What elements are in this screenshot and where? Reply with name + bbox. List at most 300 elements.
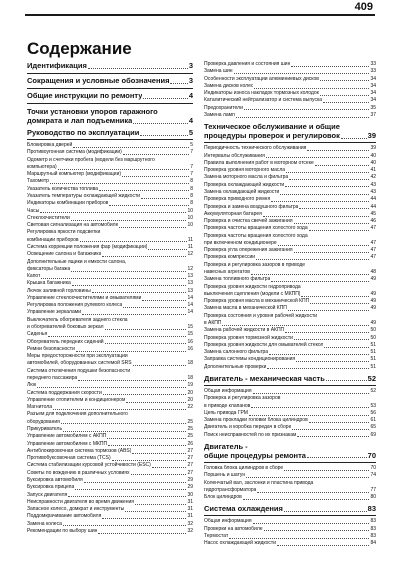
dot-leader — [229, 538, 369, 539]
toc-entry-title: Запасное колесо, домкрат и инструменты — [27, 506, 125, 513]
toc-entry — [204, 342, 376, 349]
toc-entry-page: 25 — [187, 418, 193, 425]
maintenance-section-line2: процедуры проверок и регулировок — [204, 131, 340, 141]
toc-entry-title: Замена топливного фильтра — [204, 276, 271, 283]
toc-entry-page: 32 — [187, 527, 193, 534]
toc-entry-page: 50 — [370, 334, 376, 341]
toc-entry-page: 12 — [187, 265, 193, 272]
dot-leader — [53, 409, 186, 410]
toc-entry — [27, 448, 193, 455]
toc-entry-page: 42 — [370, 174, 376, 181]
page-number: 409 — [354, 1, 373, 13]
toc-entry — [27, 521, 193, 528]
engine-section — [204, 374, 376, 383]
toc-entry-page: 20 — [187, 389, 193, 396]
toc-entry-title: Стеклоочистители — [27, 214, 70, 221]
toc-entry — [27, 455, 193, 462]
dot-leader — [73, 147, 189, 148]
toc-section-title: Идентификация — [27, 61, 87, 70]
toc-entry-title: Замена салонного фильтра — [204, 349, 269, 356]
toc-entry-page: 65 — [370, 424, 376, 431]
toc-entry-title: Проверка охлаждающей жидкости — [204, 181, 285, 188]
toc-entry-title: Маршрутный компьютер (модификации) — [27, 171, 122, 178]
toc-entry-page: 8 — [190, 185, 193, 192]
toc-entry-page: 11 — [187, 236, 193, 243]
toc-entry-title: Указатель температуры охлаждающей жидкости — [27, 192, 141, 199]
toc-entry-page: 13 — [187, 287, 193, 294]
dot-leader — [253, 393, 370, 394]
toc-section-title: Сокращения и условные обозначения — [27, 76, 170, 85]
dot-leader — [307, 150, 369, 151]
dot-leader — [102, 518, 186, 519]
dot-leader — [254, 88, 369, 89]
toc-section — [27, 76, 193, 85]
dot-leader — [285, 332, 369, 333]
dot-leader — [288, 310, 370, 311]
dot-leader — [105, 329, 187, 330]
toc-entry-page: 8 — [190, 192, 193, 199]
engine-items — [204, 388, 376, 439]
right-column — [204, 61, 376, 547]
toc-entry-page: 10 — [187, 214, 193, 221]
toc-entry-page: 37 — [370, 111, 376, 118]
dot-leader — [102, 256, 186, 257]
repair-section-line2: общие процедуры ремонта — [204, 450, 306, 460]
dot-leader — [109, 205, 189, 206]
toc-entry-title: Замена прокладки головки блока цилиндров — [204, 417, 308, 424]
toc-entry — [204, 189, 376, 196]
engine-section-page: 52 — [367, 373, 376, 383]
toc-section — [27, 61, 193, 70]
toc-entry-page: 13 — [187, 273, 193, 280]
toc-entry-page: 26 — [187, 440, 193, 447]
dot-leader — [112, 460, 187, 461]
toc-entry — [27, 208, 193, 215]
toc-entry-page: 7 — [190, 163, 193, 170]
section-divider — [27, 103, 193, 104]
toc-entry — [27, 513, 193, 520]
toc-entry-title: Управление стеклоочистителями и омывателями — [27, 294, 142, 301]
toc-section-page: 4 — [188, 91, 193, 100]
toc-entry-page: 49 — [370, 290, 376, 297]
toc-entry-page: 50 — [370, 327, 376, 334]
dot-leader — [320, 95, 370, 96]
toc-entry-title: Лючок заливной горловины — [27, 287, 91, 294]
toc-entry — [204, 211, 376, 218]
toc-entry-page: 31 — [187, 498, 193, 505]
toc-entry — [204, 356, 376, 363]
toc-entry — [27, 528, 193, 535]
toc-entry-title: Блок цилиндров — [204, 494, 242, 501]
toc-entry-title: Аккумуляторная батарея — [204, 210, 262, 217]
maintenance-section — [204, 122, 376, 140]
toc-entry-title: Правила выполнения работ в моторном отсеке — [204, 159, 314, 166]
toc-entry-title-line: Разъем для подключения дополнительного — [27, 411, 128, 418]
page-title: Содержание — [27, 39, 132, 58]
dot-leader — [133, 365, 187, 366]
toc-entry-title: Предохранители — [204, 104, 243, 111]
dot-leader — [236, 117, 370, 118]
dot-leader — [71, 271, 186, 272]
toc-entry-page: 25 — [187, 425, 193, 432]
toc-entry-page: 33 — [370, 61, 376, 67]
toc-entry-title: Ремни безопасности — [27, 345, 75, 352]
toc-entry — [27, 390, 193, 397]
toc-entry — [204, 97, 376, 104]
dot-leader — [251, 274, 370, 275]
toc-entry — [204, 167, 376, 174]
toc-entry-title-line: Проверка уровня жидкости гидропривода — [204, 283, 301, 290]
toc-entry-title: Замена ламп — [204, 111, 235, 118]
dot-leader — [284, 470, 369, 471]
toc-entry-title: Тахометр — [27, 178, 49, 185]
jack-section-page: 4 — [188, 116, 193, 125]
toc-entry-title: Световая сигнализация на автомобиле — [27, 222, 119, 229]
toc-entry — [27, 441, 193, 448]
toc-entry-title-line: Проверка и регулировка зазоров в приводе — [204, 261, 306, 268]
toc-entry-title: переднего пассажира — [27, 375, 78, 381]
toc-entry — [204, 218, 376, 225]
toc-entry — [204, 160, 376, 167]
toc-entry-page: 35 — [370, 104, 376, 111]
toc-section-row — [27, 76, 193, 85]
manual-divider — [27, 139, 193, 140]
dot-leader — [75, 489, 186, 490]
toc-entry-page: 22 — [187, 404, 193, 411]
toc-entry-page: 74 — [370, 472, 376, 479]
toc-entry — [27, 477, 193, 484]
toc-entry — [27, 280, 193, 287]
toc-entry — [204, 225, 376, 232]
toc-entry-title: Заправка системы кондиционирования — [204, 356, 296, 363]
dot-leader — [88, 68, 188, 69]
toc-entry — [27, 142, 193, 149]
toc-entry — [204, 153, 376, 160]
toc-entry-page: 51 — [370, 356, 376, 363]
toc-entry-title: Сиденья — [27, 331, 48, 338]
toc-entry-page: 31 — [187, 513, 193, 520]
dot-leader — [82, 314, 186, 315]
toc-entry-title: Система стабилизации курсовой устойчивости (ESC) — [27, 462, 151, 469]
toc-entry-page: 40 — [370, 152, 376, 159]
dot-leader — [84, 482, 187, 483]
dot-leader — [267, 368, 369, 369]
toc-entry — [204, 90, 376, 97]
toc-entry-title: выключения сцепления (модели с МКПП) — [204, 290, 301, 297]
dot-leader — [78, 380, 186, 381]
dot-leader — [320, 80, 369, 81]
page-header — [0, 0, 403, 22]
toc-entry-page: 51 — [370, 349, 376, 356]
toc-entry — [27, 244, 193, 251]
toc-entry-title: Проверка угла опережения зажигания — [204, 247, 293, 254]
toc-entry — [204, 240, 376, 247]
dot-leader — [299, 208, 369, 209]
dot-leader — [126, 402, 186, 403]
dot-leader — [278, 245, 370, 246]
toc-entry — [27, 506, 193, 513]
toc-entry-page: 16 — [187, 345, 193, 352]
toc-entry-page: 43 — [370, 188, 376, 195]
toc-entry-page: 84 — [370, 540, 376, 547]
toc-entry-title: Общая информация — [204, 518, 252, 525]
toc-entry — [204, 327, 376, 334]
toc-entry-title: Замена охлаждающей жидкости — [204, 188, 280, 195]
toc-entry — [27, 470, 193, 477]
toc-entry-page: 45 — [370, 210, 376, 217]
toc-entry-page: 34 — [370, 82, 376, 89]
toc-entry — [204, 276, 376, 283]
toc-entry — [27, 237, 193, 244]
toc-entry — [204, 182, 376, 189]
toc-entry-page: 49 — [370, 305, 376, 312]
dot-leader — [103, 394, 187, 395]
toc-entry-title-line: Проверка частоты вращения холостого хода — [204, 232, 308, 239]
toc-entry-page: 47 — [370, 239, 376, 246]
toc-entry-page: 27 — [187, 455, 193, 462]
toc-entry-title: Замена шин — [204, 68, 233, 75]
dot-leader — [324, 347, 369, 348]
dot-leader — [309, 422, 370, 423]
dot-leader — [125, 511, 186, 512]
toc-entry — [27, 178, 193, 185]
toc-entry-title: Управление зеркалами — [27, 309, 81, 316]
toc-entry-page: 10 — [187, 222, 193, 229]
toc-entry-page: 41 — [370, 167, 376, 174]
toc-entry-page: 19 — [187, 382, 193, 389]
toc-entry — [27, 149, 193, 156]
toc-entry — [204, 269, 376, 276]
toc-entry — [204, 305, 376, 312]
repair-divider — [204, 462, 376, 463]
dot-leader — [141, 198, 189, 199]
dot-leader — [107, 438, 186, 439]
toc-entry-page: 40 — [370, 159, 376, 166]
toc-entry — [204, 518, 376, 525]
toc-entry-page: 13 — [187, 280, 193, 287]
dot-leader — [246, 477, 369, 478]
dot-leader — [286, 172, 369, 173]
jack-section — [27, 107, 193, 125]
dot-leader — [105, 343, 187, 344]
cooling-section — [204, 504, 376, 513]
toc-entry — [204, 494, 376, 501]
toc-entry — [27, 222, 193, 229]
toc-entry — [27, 309, 193, 316]
toc-entry-page: 5 — [190, 142, 193, 148]
toc-entry-title: Замена колеса — [27, 520, 62, 527]
toc-entry-title: в АКПП — [204, 320, 222, 326]
toc-entry-title: Обогреватель передних сидений — [27, 338, 104, 345]
dot-leader — [277, 545, 369, 546]
toc-entry-title: Термостат — [204, 532, 229, 539]
toc-entry-page: 27 — [187, 447, 193, 454]
dot-leader — [41, 278, 186, 279]
toc-entry-page: 51 — [370, 341, 376, 348]
toc-entry — [27, 360, 193, 367]
toc-entry-title: Особенности эксплуатации алюминиевых дисков — [204, 75, 319, 82]
dot-leader — [315, 165, 370, 166]
toc-entry-title: Освещение салона и багажника — [27, 251, 102, 258]
toc-entry — [27, 397, 193, 404]
toc-entry — [27, 339, 193, 346]
toc-entry-page: 51 — [370, 363, 376, 370]
dot-leader — [99, 190, 189, 191]
toc-entry-title-line: Дополнительные ящики и емкости салона, — [27, 258, 127, 265]
dot-leader — [119, 227, 186, 228]
toc-entry-title: Проверка и замена воздушного фильтра — [204, 203, 299, 210]
manual-section-title: Руководство по эксплуатации — [27, 128, 140, 137]
dot-leader — [222, 325, 369, 326]
right-top-items — [204, 61, 376, 119]
dot-leader — [152, 467, 187, 468]
toc-entry — [204, 174, 376, 181]
engine-section-title: Двигатель - механическая часть — [204, 373, 325, 383]
manual-items — [27, 142, 193, 535]
toc-entry-page: 39 — [370, 145, 376, 152]
toc-entry — [27, 433, 193, 440]
toc-entry-title: Проверка компрессии — [204, 254, 256, 261]
dot-leader — [80, 241, 187, 242]
dot-leader — [234, 73, 370, 74]
toc-entry-title: Двигатель и коробка передач в сборе — [204, 424, 292, 431]
toc-entry-page: 47 — [370, 225, 376, 232]
toc-entry-title: Каталитический нейтрализатор и система выпуска — [204, 97, 323, 104]
toc-entry-title: Противоугонная система (модификации) — [27, 149, 122, 156]
toc-entry-title: Головка блока цилиндров в сборе — [204, 464, 284, 471]
toc-entry-page: 25 — [187, 433, 193, 440]
toc-entry-page: 52 — [370, 387, 376, 394]
toc-entry-title: Поиск неисправностей по их признакам — [204, 431, 297, 438]
toc-entry — [27, 375, 193, 382]
toc-entry-title: Замена дисков колес — [204, 82, 254, 89]
toc-entry — [27, 492, 193, 499]
dot-leader — [92, 292, 187, 293]
toc-entry-page: 29 — [187, 476, 193, 483]
toc-entry-page: 20 — [187, 396, 193, 403]
toc-entry-page: 48 — [370, 269, 376, 276]
toc-entry-page: 44 — [370, 203, 376, 210]
dot-leader — [50, 183, 189, 184]
toc-entry — [204, 364, 376, 371]
toc-entry-page: 7 — [190, 149, 193, 156]
toc-entry-title: Блокировка дверей — [27, 142, 73, 148]
toc-entry-title-line: Одометр и счетчики пробега (модели без маршрутного — [27, 156, 155, 163]
toc-entry — [27, 164, 193, 171]
toc-entry-title: Прикуриватель — [27, 425, 63, 432]
toc-entry — [204, 424, 376, 431]
toc-entry — [204, 403, 376, 410]
toc-entry-page: 46 — [370, 218, 376, 225]
dot-leader — [135, 504, 186, 505]
toc-entry-title: Проверка уровня моторного масла — [204, 167, 286, 174]
left-sections — [27, 61, 193, 104]
toc-entry-page: 34 — [370, 75, 376, 82]
dot-leader — [131, 474, 187, 475]
toc-entry-page: 15 — [187, 324, 193, 331]
toc-entry-page: 53 — [370, 402, 376, 409]
dot-leader — [323, 102, 369, 103]
toc-entry-title: Крышка багажника — [27, 280, 71, 287]
maintenance-section-line1: Техническое обслуживание и общие — [204, 122, 340, 132]
toc-entry — [27, 302, 193, 309]
toc-entry-page: 14 — [187, 309, 193, 316]
toc-entry — [204, 61, 376, 68]
toc-entry — [27, 426, 193, 433]
dot-leader — [289, 179, 369, 180]
toc-entry-page: 11 — [187, 243, 193, 250]
toc-entry — [204, 76, 376, 83]
toc-entry — [204, 540, 376, 547]
toc-entry-page: 8 — [190, 178, 193, 185]
toc-entry-page: 83 — [370, 518, 376, 525]
section-divider — [27, 88, 193, 89]
cooling-divider — [204, 515, 376, 516]
toc-entry-title: Запуск двигателя — [27, 491, 68, 498]
toc-entry-title: автомобилей, оборудованных системой SRS — [27, 360, 132, 367]
toc-entry — [204, 254, 376, 261]
toc-entry-title: Проверка давления и состояния шин — [204, 61, 291, 67]
dot-leader — [294, 223, 370, 224]
dot-leader — [98, 533, 186, 534]
toc-entry-title: Буксировка прицепа — [27, 484, 75, 491]
toc-entry-title-line: Меры предосторожности при эксплуатации — [27, 353, 128, 360]
toc-entry — [27, 419, 193, 426]
toc-entry-title: Поддомкрачивание автомобиля — [27, 513, 102, 520]
toc-entry — [27, 324, 193, 331]
maintenance-section-page: 39 — [367, 131, 376, 141]
toc-entry-title: Насос охлаждающей жидкости — [204, 540, 277, 547]
repair-section — [204, 442, 376, 460]
toc-entry-page: 29 — [187, 484, 193, 491]
toc-entry-title: Часы — [27, 207, 40, 214]
toc-entry — [204, 298, 376, 305]
toc-entry — [27, 251, 193, 258]
toc-entry-page: 16 — [187, 338, 193, 345]
maintenance-items — [204, 145, 376, 371]
toc-entry — [27, 404, 193, 411]
dot-leader — [301, 296, 369, 297]
manual-section — [27, 128, 193, 137]
toc-entry-page: 10 — [187, 207, 193, 214]
dot-leader — [63, 431, 186, 432]
toc-entry-title: Замена рабочей жидкости в АКПП — [204, 327, 285, 334]
dot-leader — [285, 186, 369, 187]
jack-section-line2: домкрата и лап подъемника — [27, 116, 133, 125]
toc-entry-title: Проверки на автомобиле — [204, 525, 263, 532]
dot-leader — [143, 98, 187, 99]
dot-leader — [264, 530, 370, 531]
toc-entry-title: Капот — [27, 273, 41, 280]
toc-entry-page: 49 — [370, 320, 376, 326]
toc-entry — [204, 247, 376, 254]
repair-section-page: 70 — [367, 450, 376, 460]
dot-leader — [294, 339, 369, 340]
toc-entry-title-line: Выключатель обогревателя заднего стекла — [27, 316, 128, 323]
toc-entry-page: 15 — [187, 331, 193, 338]
repair-items — [204, 465, 376, 501]
toc-entry — [204, 410, 376, 417]
toc-entry-page: 32 — [187, 520, 193, 527]
toc-entry — [27, 171, 193, 178]
toc-entry-title: Система поддержания скорости — [27, 389, 102, 396]
toc-entry — [27, 331, 193, 338]
dot-leader — [266, 157, 370, 158]
toc-entry-title: Буксировка автомобиля — [27, 476, 83, 483]
manual-section-page: 5 — [188, 128, 193, 137]
toc-entry-title: компьютера) — [27, 163, 57, 170]
toc-entry-title: и обогревателей боковых зеркал — [27, 324, 104, 331]
